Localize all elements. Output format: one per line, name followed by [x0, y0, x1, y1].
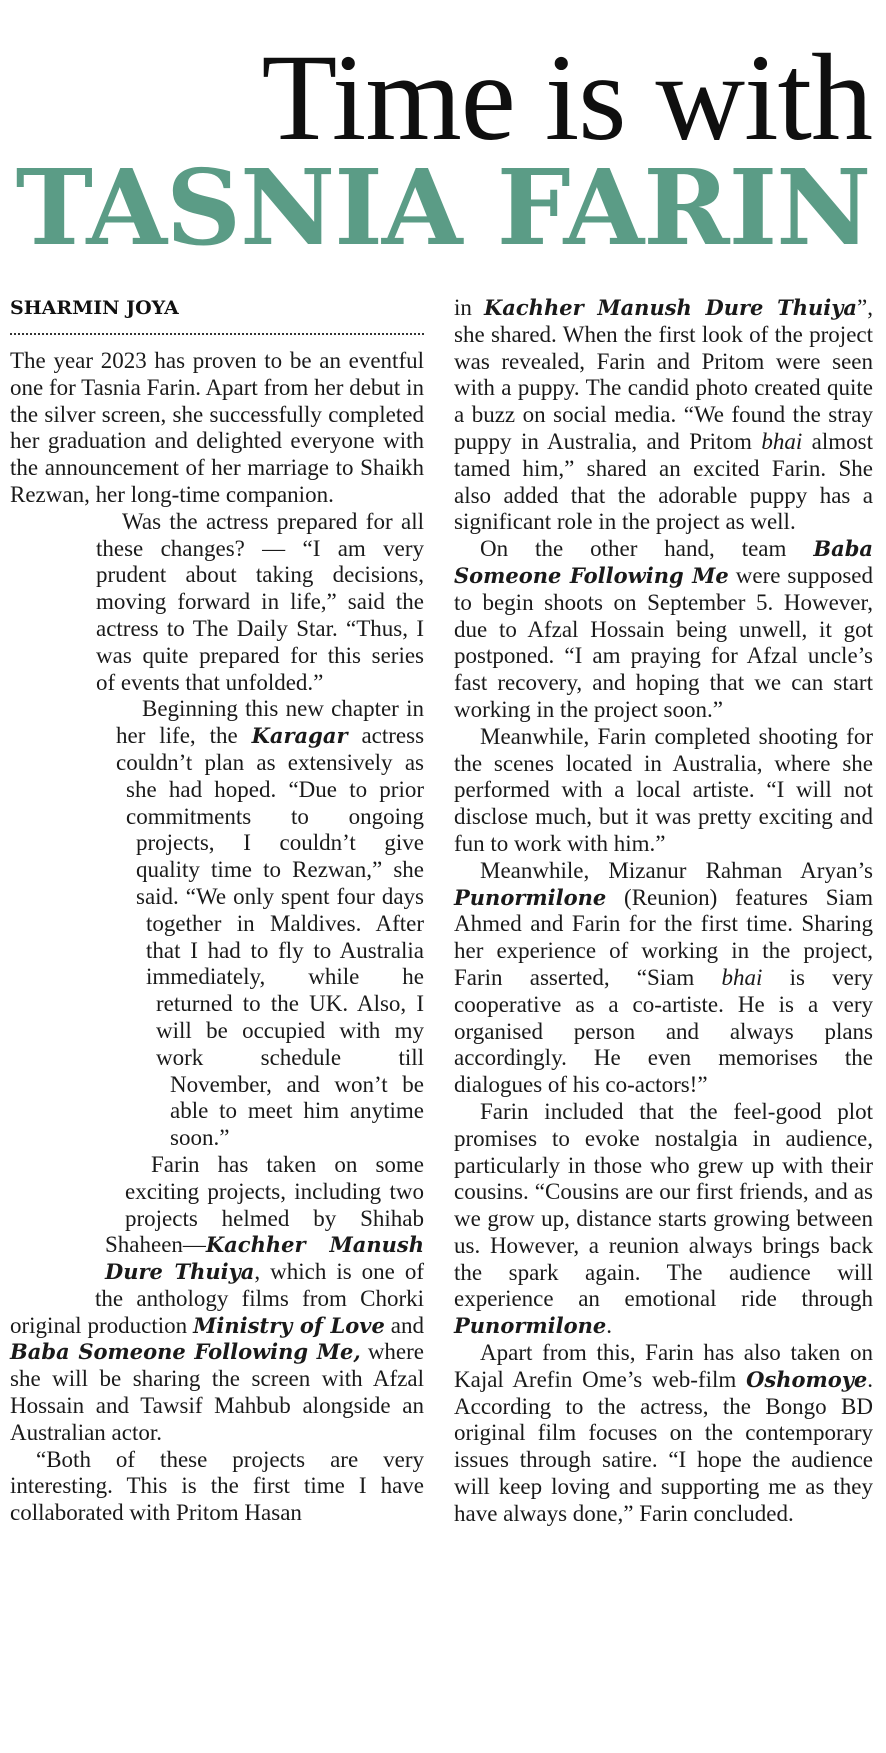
paragraph-text: Was the actress prepared for all these changes? — “I am very prudent about taking decisions, moving forward in life,” said the actress to The Daily Star. “Thus, I was quite prepared for this series of events that unfolded.”	[96, 508, 424, 695]
paragraph	[454, 1340, 873, 1528]
paragraph	[454, 858, 873, 1099]
paragraph-text: The year 2023 has proven to be an eventful one for Tasnia Farin. Apart from her debut in the silver screen, she successfully completed her graduation and delighted everyone with the announcement of her marriage to Shaikh Rezwan, her long-time companion.	[10, 348, 424, 507]
byline: SHARMIN JOYA	[10, 297, 179, 319]
byline-divider	[10, 333, 424, 335]
paragraph-text: . According to the actress, the Bongo BD original film focuses on the contemporary issues through satire. “I hope the audience will keep loving and supporting me as they have always done,” Farin concluded.	[454, 1366, 874, 1526]
paragraph	[454, 724, 873, 858]
film-title: Punormilone	[454, 884, 607, 910]
paragraph-text: Meanwhile, Farin completed shooting for the scenes located in Australia, where she performed with a local artiste. “I will not disclose much, but it was pretty exciting and fun to work with him.”	[454, 723, 873, 856]
paragraph-text: .	[606, 1313, 612, 1339]
paragraph	[454, 1099, 873, 1340]
article-column-right	[454, 295, 873, 1750]
paragraph-text: and	[390, 1312, 424, 1338]
paragraph-text: (Reunion) features Siam Ahmed and Farin for the first time. Sharing her experience of working in the project, Farin asserted, “Siam	[454, 884, 874, 990]
paragraph-text: in	[454, 295, 472, 320]
film-title: Karagar	[251, 723, 348, 749]
film-title: Kachher Manush Dure Thuiya	[484, 295, 858, 320]
film-title: Punormilone	[454, 1313, 607, 1339]
paragraph-text: , which is one of the anthology films from Chorki original production	[10, 1259, 424, 1338]
film-title: Oshomoye	[746, 1366, 868, 1392]
paragraph-text: On the other hand, team	[480, 536, 787, 562]
italic-word: bhai	[721, 964, 763, 990]
italic-word: bhai	[761, 428, 803, 454]
paragraph-text: “Both of these projects are very interesting. This is the first time I have collaborated with Pritom Hasan	[10, 1446, 424, 1526]
paragraph-text: Apart from this, Farin has also taken on Kajal Arefin Ome’s web-film	[454, 1340, 873, 1392]
paragraph-text: Meanwhile, Mizanur Rahman Aryan’s	[480, 857, 873, 883]
film-title: Baba Someone Following Me,	[10, 1339, 361, 1365]
paragraph-text: is very cooperative as a co-artiste. He is a very organised person and always plans accordingly. He even memorises the dialogues of his co-actors!”	[454, 964, 873, 1098]
film-title: Kachher Manush Dure Thuiya	[105, 1232, 424, 1285]
film-title: Ministry of Love	[193, 1312, 385, 1338]
film-title: Baba Someone Following Me	[454, 536, 874, 588]
paragraph-text: Beginning this new chapter in her life, the	[116, 696, 424, 749]
paragraph-text: where she will be sharing the screen with Afzal Hossain and Tawsif Mahbub alongside an Australian actor.	[10, 1339, 424, 1445]
paragraph	[454, 295, 873, 536]
article-column-left	[10, 348, 424, 1748]
headline-line-1: Time is with	[261, 29, 872, 166]
paragraph-text: actress couldn’t plan as extensively as she had hoped. “Due to prior commitments to ongoing projects, I couldn’t give quality time to Rezwan,” she said. “We only spent four days together in Maldives. After that I had to fly to Australia immediately, while he returned to the UK. Also, I will be occupied with my work schedule till November, and won’t be able to meet him anytime soon.”	[116, 723, 425, 1151]
paragraph	[10, 348, 424, 509]
paragraph-text: Farin included that the feel-good plot promises to evoke nostalgia in audience, particularly in those who grew up with their cousins. “Cousins are our first friends, and as we grow up, distance starts growing between us. However, a reunion always brings back the spark again. The audience will experience an emotional ride through	[454, 1098, 873, 1312]
paragraph-text: ”, she shared. When the first look of the project was revealed, Farin and Pritom were seen with a puppy. The candid photo created quite a buzz on social media. “We found the stray puppy in Australia, and Pritom	[454, 295, 874, 454]
headline-line-2: TASNIA FARIN	[15, 146, 871, 269]
paragraph	[454, 536, 873, 724]
paragraph-text: were supposed to begin shoots on September 5. However, due to Afzal Hossain being unwell, it got postponed. “I am praying for Afzal uncle’s fast recovery, and hoping that we can start working in the project soon.”	[454, 562, 874, 722]
paragraph-text: Farin has taken on some exciting projects, including two projects helmed by Shihab Shaheen—	[105, 1151, 424, 1258]
paragraph-text: almost tamed him,” shared an excited Farin. She also added that the adorable puppy has a significant role in the project as well.	[454, 428, 874, 535]
paragraph	[10, 1447, 424, 1527]
